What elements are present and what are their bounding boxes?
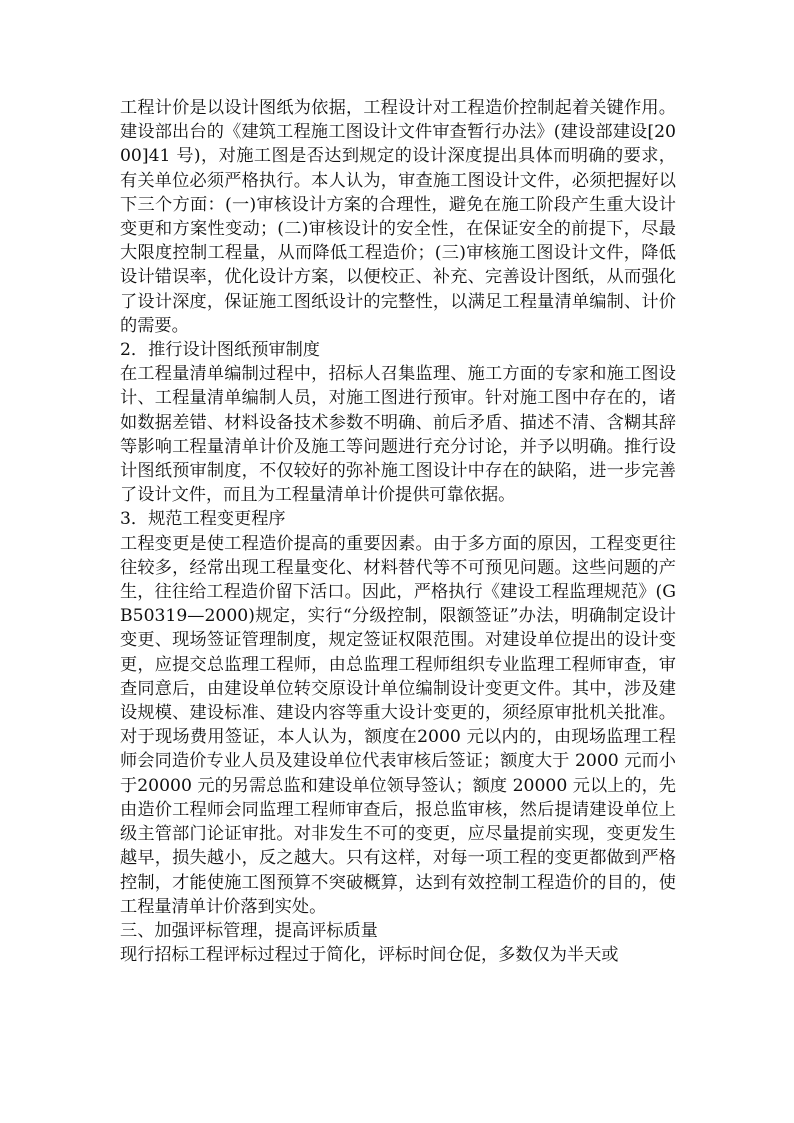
heading-bid-evaluation: 三、加强评标管理，提高评标质量 (120, 920, 378, 941)
paragraph-bid-evaluation: 现行招标工程评标过程过于简化，评标时间仓促，多数仅为半天或 (120, 945, 619, 966)
paragraph-design-review: 工程计价是以设计图纸为依据，工程设计对工程造价控制起着关键作用。建设部出台的《建筑工程施工图设计文件审查暂行办法》(建设部建设[2000]41 号)，对施工图是否达到规定的设计深度提出具体而明确的要求，有关单位必须严格执行。本人认为，审查施工图设计文件，必须把握好以下三个方面：(一)审核设计方案的合理性，避免在施工阶段产生重大设计变更和方案性变动；(二)审核设计的安全性，在保证安全的前提下，尽最大限度控制工程量，从而降低工程造价；(三)审核施工图设计文件，降低设计错误率，优化设计方案，以便校正、补充、完善设计图纸，从而强化了设计深度，保证施工图纸设计的完整性，以满足工程量清单编制、计价的需要。 (120, 98, 676, 336)
heading-change-procedure: 3．规范工程变更程序 (120, 509, 286, 530)
paragraph-change-procedure: 工程变更是使工程造价提高的重要因素。由于多方面的原因，工程变更往往较多，经常出现工程量变化、材料替代等不可预见问题。这些问题的产生，往往给工程造价留下活口。因此，严格执行《建设工程监理规范》(GB50319—2000)规定，实行“分级控制，限额签证”办法，明确制定设计变更、现场签证管理制度，规定签证权限范围。对建设单位提出的设计变更，应提交总监理工程师，由总监理工程师组织专业监理工程师审查，审查同意后，由建设单位转交原设计单位编制设计变更文件。其中，涉及建设规模、建设标准、建设内容等重大设计变更的，须经原审批机关批准。对于现场费用签证，本人认为，额度在2000 元以内的，由现场监理工程师会同造价专业人员及建设单位代表审核后签证；额度大于 2000 元而小于20000 元的另需总监和建设单位领导签认；额度 20000 元以上的，先由造价工程师会同监理工程师审查后，报总监审核，然后提请建设单位上级主管部门论证审批。对非发生不可的变更，应尽量提前实现，变更发生越早，损失越小，反之越大。只有这样，对每一项工程的变更都做到严格控制，才能使施工图预算不突破概算，达到有效控制工程造价的目的，使工程量清单计价落到实处。 (120, 533, 676, 917)
heading-drawing-prereview: 2．推行设计图纸预审制度 (120, 340, 320, 361)
document-page (120, 96, 676, 967)
paragraph-drawing-prereview: 在工程量清单编制过程中，招标人召集监理、施工方面的专家和施工图设计、工程量清单编制人员，对施工图进行预审。针对施工图中存在的，诸如数据差错、材料设备技术参数不明确、前后矛盾、描述不清、含糊其辞等影响工程量清单计价及施工等问题进行充分讨论，并予以明确。推行设计图纸预审制度，不仅较好的弥补施工图设计中存在的缺陷，进一步完善了设计文件，而且为工程量清单计价提供可靠依据。 (120, 364, 676, 506)
